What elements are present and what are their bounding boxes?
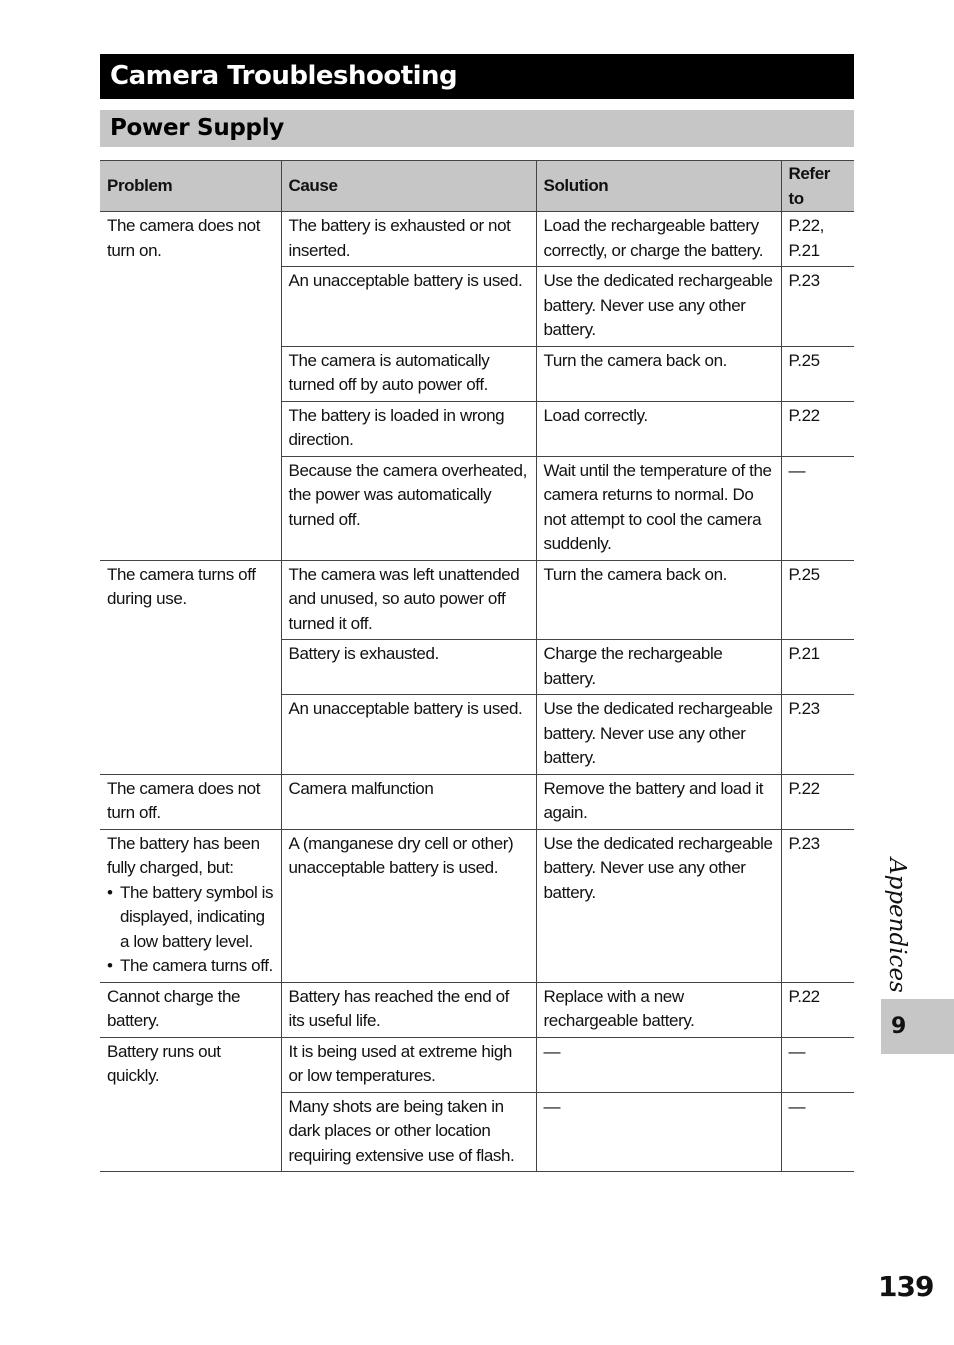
refer-cell: P.23: [781, 695, 854, 775]
problem-text: The battery has been fully charged, but:: [107, 833, 260, 877]
problem-cell: [100, 560, 281, 774]
solution-cell: Replace with a new rechargeable battery.: [536, 982, 781, 1037]
problem-text: The camera does not turn off.: [107, 778, 261, 822]
section-title: Power Supply: [100, 110, 854, 147]
header-problem: Problem: [100, 161, 281, 212]
refer-cell: P.25: [781, 560, 854, 640]
problem-cell: [100, 1037, 281, 1172]
refer-cell: —: [781, 456, 854, 560]
problem-bullet-list: [107, 881, 274, 979]
refer-cell: P.23: [781, 829, 854, 982]
cause-cell: Camera malfunction: [281, 774, 536, 829]
refer-cell: —: [781, 1092, 854, 1172]
problem-bullet: • The camera turns off.: [107, 954, 274, 979]
table-row: [100, 829, 854, 982]
solution-cell: Use the dedicated rechargeable battery. Never use any other battery.: [536, 695, 781, 775]
solution-cell: Charge the rechargeable battery.: [536, 640, 781, 695]
table-body: [100, 212, 854, 1172]
solution-cell: Turn the camera back on.: [536, 346, 781, 401]
refer-cell: —: [781, 1037, 854, 1092]
solution-cell: —: [536, 1037, 781, 1092]
problem-bullet: • The battery symbol is displayed, indicating a low battery level.: [107, 881, 274, 955]
cause-cell: The battery is loaded in wrong direction.: [281, 401, 536, 456]
problem-text: The camera does not turn on.: [107, 216, 261, 260]
cause-cell: Battery is exhausted.: [281, 640, 536, 695]
cause-cell: An unacceptable battery is used.: [281, 267, 536, 347]
page-number: 139: [878, 1270, 934, 1303]
refer-cell: P.25: [781, 346, 854, 401]
cause-cell: The camera was left unattended and unused, so auto power off turned it off.: [281, 560, 536, 640]
refer-cell: P.22: [781, 774, 854, 829]
cause-cell: Because the camera overheated, the power was automatically turned off.: [281, 456, 536, 560]
solution-cell: Remove the battery and load it again.: [536, 774, 781, 829]
refer-cell: P.21: [781, 640, 854, 695]
troubleshooting-table: [100, 160, 854, 1172]
problem-text: Cannot charge the battery.: [107, 986, 241, 1030]
header-solution: Solution: [536, 161, 781, 212]
header-cause: Cause: [281, 161, 536, 212]
page-title: Camera Troubleshooting: [100, 54, 854, 99]
solution-cell: Use the dedicated rechargeable battery. Never use any other battery.: [536, 267, 781, 347]
table-row: [100, 560, 854, 640]
cause-cell: Battery has reached the end of its useful life.: [281, 982, 536, 1037]
cause-cell: It is being used at extreme high or low temperatures.: [281, 1037, 536, 1092]
problem-cell: [100, 212, 281, 561]
cause-cell: Many shots are being taken in dark places or other location requiring extensive use of flash.: [281, 1092, 536, 1172]
header-refer-to: Refer to: [781, 161, 854, 212]
chapter-number: 9: [891, 1014, 907, 1039]
problem-cell: [100, 829, 281, 982]
problem-text: The camera turns off during use.: [107, 564, 256, 608]
problem-cell: [100, 774, 281, 829]
solution-cell: Load the rechargeable battery correctly, or charge the battery.: [536, 212, 781, 267]
appendices-side-label: Appendices: [884, 858, 910, 993]
solution-cell: —: [536, 1092, 781, 1172]
solution-cell: Use the dedicated rechargeable battery. Never use any other battery.: [536, 829, 781, 982]
table-row: [100, 212, 854, 267]
cause-cell: A (manganese dry cell or other) unacceptable battery is used.: [281, 829, 536, 982]
refer-cell: P.22: [781, 982, 854, 1037]
table-row: [100, 982, 854, 1037]
refer-cell: P.22, P.21: [781, 212, 854, 267]
solution-cell: Wait until the temperature of the camera returns to normal. Do not attempt to cool the camera suddenly.: [536, 456, 781, 560]
table-row: [100, 774, 854, 829]
refer-cell: P.23: [781, 267, 854, 347]
cause-cell: An unacceptable battery is used.: [281, 695, 536, 775]
table-row: [100, 1037, 854, 1092]
refer-cell: P.22: [781, 401, 854, 456]
cause-cell: The camera is automatically turned off by auto power off.: [281, 346, 536, 401]
cause-cell: The battery is exhausted or not inserted.: [281, 212, 536, 267]
solution-cell: Turn the camera back on.: [536, 560, 781, 640]
problem-text: Battery runs out quickly.: [107, 1041, 221, 1085]
chapter-tab: [881, 999, 954, 1054]
table-header-row: [100, 161, 854, 212]
problem-cell: [100, 982, 281, 1037]
solution-cell: Load correctly.: [536, 401, 781, 456]
